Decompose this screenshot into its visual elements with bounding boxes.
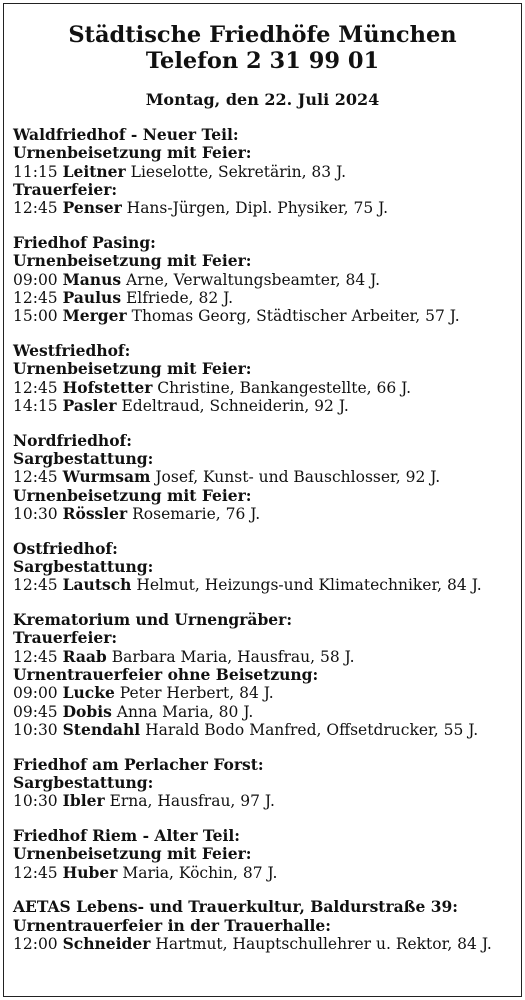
deceased-details: Rosemarie, 76 J. [132,504,261,523]
funeral-entry [13,505,517,523]
entry-time: 10:30 [13,504,58,523]
deceased-surname: Ibler [62,791,105,811]
funeral-entry [13,935,517,953]
funeral-entry [13,703,517,721]
deceased-surname: Raab [62,646,107,666]
notice-phone: Telefon 2 31 99 01 [145,48,380,74]
ceremony-type: Trauerfeier: [13,179,118,199]
cemetery-list [13,126,517,970]
entry-time: 12:45 [13,576,58,595]
deceased-surname: Schneider [62,933,151,953]
funeral-entry [13,684,517,702]
deceased-details: Barbara Maria, Hausfrau, 58 J. [111,647,355,666]
funeral-entry [13,468,517,486]
ceremony-type: Urnenbeisetzung mit Feier: [13,143,252,163]
funeral-entry [13,289,517,307]
deceased-surname: Merger [62,306,127,326]
deceased-surname: Stendahl [62,719,141,739]
deceased-details: Anna Maria, 80 J. [116,702,254,721]
entry-time: 15:00 [13,307,58,326]
ceremony-type: Sargbestattung: [13,448,154,468]
funeral-entry [13,721,517,739]
deceased-surname: Paulus [62,287,122,307]
entry-time: 14:15 [13,396,58,415]
deceased-surname: Rössler [62,503,128,523]
entry-time: 12:45 [13,863,58,882]
entry-time: 12:45 [13,199,58,218]
deceased-details: Christine, Bankangestellte, 66 J. [157,378,412,397]
cemetery-section [13,756,517,811]
funeral-entry [13,576,517,594]
ceremony-type: Sargbestattung: [13,556,154,576]
cemetery-name: Friedhof Riem - Alter Teil: [13,826,241,845]
entry-time: 12:45 [13,468,58,487]
cemetery-section [13,898,517,953]
funeral-entry [13,397,517,415]
deceased-details: Josef, Kunst- und Bauschlosser, 92 J. [155,468,441,487]
deceased-surname: Lucke [62,683,115,703]
deceased-surname: Huber [62,862,118,882]
ceremony-type: Urnenbeisetzung mit Feier: [13,359,252,379]
deceased-details: Thomas Georg, Städtischer Arbeiter, 57 J. [131,307,460,326]
cemetery-name: Westfriedhof: [13,340,131,360]
funeral-entry [13,163,517,181]
entry-time: 09:00 [13,270,58,289]
ceremony-type: Urnenbeisetzung mit Feier: [13,251,252,271]
deceased-details: Lieselotte, Sekretärin, 83 J. [130,162,347,181]
notice-date: Montag, den 22. Juli 2024 [145,90,380,109]
deceased-details: Edeltraud, Schneiderin, 92 J. [121,396,349,415]
deceased-surname: Manus [62,269,122,289]
cemetery-name: AETAS Lebens- und Trauerkultur, Baldurstraße 39: [13,897,458,917]
ceremony-type: Urnentrauerfeier ohne Beisetzung: [13,664,319,684]
funeral-entry [13,271,517,289]
entry-time: 12:45 [13,378,58,397]
deceased-surname: Hofstetter [62,377,153,397]
entry-time: 12:45 [13,647,58,666]
ceremony-type: Urnenbeisetzung mit Feier: [13,485,252,505]
cemetery-section [13,432,517,523]
cemetery-name: Waldfriedhof - Neuer Teil: [13,125,239,144]
cemetery-name: Friedhof Pasing: [13,232,156,252]
deceased-details: Maria, Köchin, 87 J. [122,863,278,882]
ceremony-type: Urnenbeisetzung mit Feier: [13,844,252,864]
funeral-entry [13,379,517,397]
entry-time: 09:45 [13,702,58,721]
entry-time: 10:30 [13,792,58,811]
cemetery-section [13,342,517,415]
ceremony-type: Trauerfeier: [13,628,118,648]
deceased-details: Harald Bodo Manfred, Offsetdrucker, 55 J. [145,720,479,739]
deceased-details: Hans-Jürgen, Dipl. Physiker, 75 J. [126,199,389,218]
funeral-entry [13,864,517,882]
deceased-details: Elfriede, 82 J. [125,288,234,307]
deceased-surname: Leitner [62,161,126,181]
entry-time: 09:00 [13,684,58,703]
notice-title: Städtische Friedhöfe München [68,22,457,48]
deceased-surname: Pasler [62,395,117,415]
cemetery-name: Friedhof am Perlacher Forst: [13,754,264,774]
cemetery-section [13,827,517,882]
deceased-surname: Dobis [62,701,112,721]
entry-time: 11:15 [13,162,58,181]
cemetery-name: Nordfriedhof: [13,430,132,450]
entry-time: 12:00 [13,934,58,953]
deceased-surname: Wurmsam [62,467,151,487]
deceased-details: Helmut, Heizungs-und Klimatechniker, 84 J. [136,576,482,595]
entry-time: 10:30 [13,720,58,739]
cemetery-section [13,540,517,595]
deceased-details: Peter Herbert, 84 J. [119,684,274,703]
funeral-entry [13,792,517,810]
funeral-entry [13,199,517,217]
cemetery-section [13,611,517,739]
ceremony-type: Urnentrauerfeier in der Trauerhalle: [13,915,331,935]
cemetery-section [13,234,517,325]
cemetery-section [13,126,517,217]
entry-time: 12:45 [13,288,58,307]
deceased-surname: Penser [62,198,122,218]
notice-header [0,22,525,110]
funeral-entry [13,307,517,325]
deceased-details: Erna, Hausfrau, 97 J. [109,792,275,811]
cemetery-name: Krematorium und Urnengräber: [13,610,293,630]
ceremony-type: Sargbestattung: [13,772,154,792]
funeral-entry [13,648,517,666]
deceased-surname: Lautsch [62,575,132,595]
deceased-details: Hartmut, Hauptschullehrer u. Rektor, 84 J. [155,934,492,953]
cemetery-name: Ostfriedhof: [13,538,118,558]
deceased-details: Arne, Verwaltungsbeamter, 84 J. [126,270,381,289]
